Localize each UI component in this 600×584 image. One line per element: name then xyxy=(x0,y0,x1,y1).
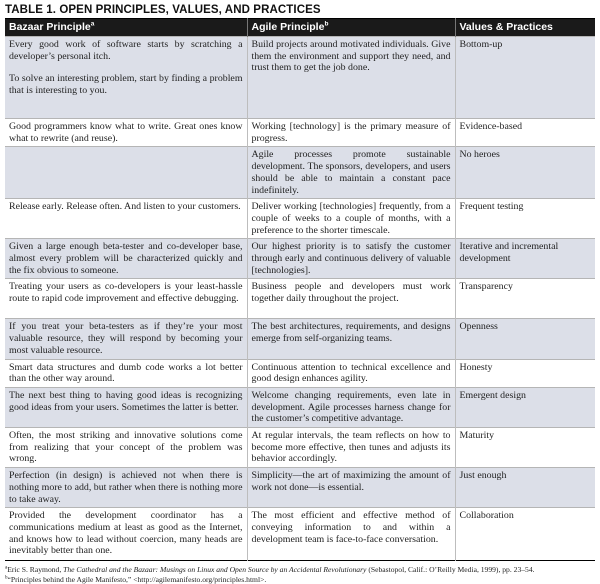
value-cell: Iterative and incremental development xyxy=(455,239,595,279)
value-cell: Transparency xyxy=(455,279,595,319)
header-row xyxy=(5,19,595,37)
bazaar-cell: Given a large enough beta-tester and co-developer base, almost every problem will be characterized quickly and the fix obvious to someone. xyxy=(5,239,247,279)
value-cell: No heroes xyxy=(455,147,595,199)
value-cell: Maturity xyxy=(455,428,595,468)
bazaar-cell: Good programmers know what to write. Great ones know what to rewrite (and reuse). xyxy=(5,119,247,147)
principles-table xyxy=(5,18,595,561)
footnote-b-mark: b xyxy=(5,575,8,581)
header-bazaar-principle xyxy=(5,19,247,37)
bazaar-paragraph: To solve an interesting problem, start by finding a problem that is interesting to you. xyxy=(9,73,243,97)
bazaar-cell: Release early. Release often. And listen to your customers. xyxy=(5,199,247,239)
bazaar-cell: Provided the development coordinator has a communications medium at least as good as the Internet, and knows how to lead without coercion, many heads are inevitably better than one. xyxy=(5,508,247,561)
footnote-a-pre: Eric S. Raymond, xyxy=(7,565,64,575)
footnotes xyxy=(5,565,595,584)
agile-cell: Our highest priority is to satisfy the customer through early and continuous delivery of valuable [technologies]. xyxy=(247,239,455,279)
agile-cell: The best architectures, requirements, and designs emerge from self-organizing teams. xyxy=(247,319,455,359)
value-cell: Openness xyxy=(455,319,595,359)
footnote-b-text: “Principles behind the Agile Manifesto,” <http://agilemanifesto.org/principles.html>. xyxy=(7,574,267,584)
table-row xyxy=(5,387,595,427)
table-row xyxy=(5,239,595,279)
header-values-practices: Values & Practices xyxy=(455,19,595,37)
value-cell: Evidence-based xyxy=(455,119,595,147)
bazaar-cell xyxy=(5,147,247,199)
agile-cell: At regular intervals, the team reflects on how to become more effective, then tunes and adjusts its behavior accordingly. xyxy=(247,428,455,468)
agile-cell: Agile processes promote sustainable development. The sponsors, developers, and users should be able to maintain a constant pace indefinitely. xyxy=(247,147,455,199)
bazaar-cell: Often, the most striking and innovative solutions come from realizing that your concept of the problem was wrong. xyxy=(5,428,247,468)
bazaar-cell: If you treat your beta-testers as if they’re your most valuable resource, they will respond by becoming your most valuable resource. xyxy=(5,319,247,359)
footnote-mark-b: b xyxy=(324,20,329,28)
table-row xyxy=(5,359,595,387)
table-row xyxy=(5,279,595,319)
value-cell: Collaboration xyxy=(455,508,595,561)
value-cell: Honesty xyxy=(455,359,595,387)
table-row xyxy=(5,147,595,199)
table-container xyxy=(5,3,595,584)
footnote-a-mark: a xyxy=(5,565,8,571)
footnote-b xyxy=(5,575,595,584)
value-cell: Emergent design xyxy=(455,387,595,427)
table-row xyxy=(5,468,595,508)
footnote-a xyxy=(5,565,595,574)
value-cell: Frequent testing xyxy=(455,199,595,239)
agile-cell: Deliver working [technologies] frequently, from a couple of weeks to a couple of months, with a preference to the shorter timescale. xyxy=(247,199,455,239)
table-row xyxy=(5,319,595,359)
table-caption: TABLE 1. OPEN PRINCIPLES, VALUES, AND PRACTICES xyxy=(5,4,321,16)
agile-cell: The most efficient and effective method of conveying information to and within a development team is face-to-face conversation. xyxy=(247,508,455,561)
value-cell: Just enough xyxy=(455,468,595,508)
footnote-mark-a: a xyxy=(90,20,95,28)
table-row xyxy=(5,199,595,239)
header-bazaar-label: Bazaar Principle xyxy=(9,21,91,33)
agile-cell: Build projects around motivated individuals. Give them the environment and support they need, and trust them to get the job done. xyxy=(247,37,455,119)
bazaar-cell: Smart data structures and dumb code works a lot better than the other way around. xyxy=(5,359,247,387)
agile-cell: Continuous attention to technical excellence and good design enhances agility. xyxy=(247,359,455,387)
bazaar-cell: The next best thing to having good ideas is recognizing good ideas from your users. Sometimes the latter is better. xyxy=(5,387,247,427)
agile-cell: Simplicity—the art of maximizing the amount of work not done—is essential. xyxy=(247,468,455,508)
agile-cell: Welcome changing requirements, even late in development. Agile processes harness change for the customer’s competitive advantage. xyxy=(247,387,455,427)
bazaar-cell: Treating your users as co-developers is your least-hassle route to rapid code improvement and effective debugging. xyxy=(5,279,247,319)
agile-cell: Working [technology] is the primary measure of progress. xyxy=(247,119,455,147)
agile-cell: Business people and developers must work together daily throughout the project. xyxy=(247,279,455,319)
header-agile-principle xyxy=(247,19,455,37)
bazaar-cell: Perfection (in design) is achieved not when there is nothing more to add, but rather when there is nothing more to take away. xyxy=(5,468,247,508)
table-row xyxy=(5,428,595,468)
footnote-a-post: (Sebastopol, Calif.: O’Reilly Media, 1999), pp. 23–54. xyxy=(366,565,535,575)
table-row xyxy=(5,119,595,147)
value-cell: Bottom-up xyxy=(455,37,595,119)
table-row xyxy=(5,37,595,119)
footnote-a-title: The Cathedral and the Bazaar: Musings on Linux and Open Source by an Accidental Revolutionary xyxy=(63,565,367,575)
header-agile-label: Agile Principle xyxy=(251,21,325,33)
bazaar-cell xyxy=(5,37,247,119)
bazaar-paragraph: Every good work of software starts by scratching a developer’s personal itch. xyxy=(9,39,243,62)
table-row xyxy=(5,508,595,561)
